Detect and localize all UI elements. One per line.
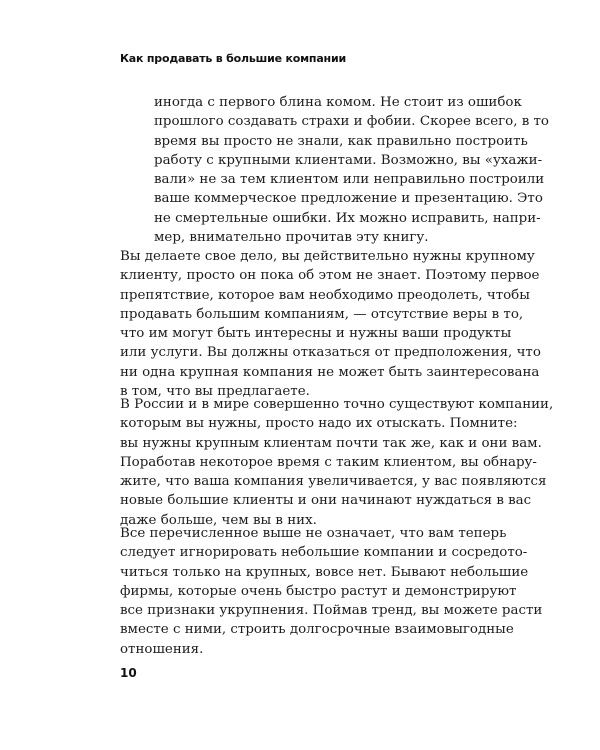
text-line: следует игнорировать небольшие компании и сосредото- <box>120 545 528 561</box>
text-line: время вы просто не знали, как правильно построить <box>154 133 528 149</box>
text-line: читься только на крупных, вовсе нет. Бывают небольшие <box>120 564 529 580</box>
text-line: Все перечисленное выше не означает, что вам теперь <box>120 526 507 541</box>
text-line: прошлого создавать страхи и фобии. Скорее всего, в то <box>154 114 549 130</box>
text-line: ни одна крупная компания не может быть заинтересована <box>120 364 540 380</box>
text-line: в том, что вы предлагаете. <box>120 384 310 400</box>
paragraph-2 <box>120 395 554 530</box>
text-line: или услуги. Вы должны отказаться от предположения, что <box>120 345 541 361</box>
text-line: вместе с ними, строить долгосрочные взаимовыгодные <box>120 622 514 638</box>
text-line: вали» не за тем клиентом или неправильно построили <box>154 172 545 188</box>
text-line: продавать большим компаниям, — отсутствие веры в то, <box>120 306 524 322</box>
text-line: все признаки укрупнения. Поймав тренд, вы можете расти <box>120 603 543 619</box>
text-line: ваше коммерческое предложение и презентацию. Это <box>154 191 543 207</box>
running-head: Как продавать в большие компании <box>120 52 346 65</box>
text-line: что им могут быть интересны и нужны ваши продукты <box>120 326 512 342</box>
text-line: даже больше, чем вы в них. <box>120 512 317 528</box>
paragraph-1 <box>120 247 541 401</box>
text-line: Поработав некоторое время с таким клиентом, вы обнару- <box>120 454 537 470</box>
page-number: 10 <box>120 666 137 680</box>
text-line: Вы делаете свое дело, вы действительно нужны крупному <box>120 249 535 264</box>
text-line: отношения. <box>120 641 204 657</box>
text-line: фирмы, которые очень быстро растут и демонстрируют <box>120 583 517 599</box>
text-line: не смертельные ошибки. Их можно исправить, напри- <box>154 210 541 226</box>
text-line: препятствие, которое вам необходимо преодолеть, чтобы <box>120 287 530 303</box>
text-line: В России и в мире совершенно точно существуют компании, <box>120 397 554 412</box>
paragraph-3 <box>120 524 543 659</box>
text-line: мер, внимательно прочитав эту книгу. <box>154 230 429 246</box>
text-line: новые большие клиенты и они начинают нуждаться в вас <box>120 493 532 509</box>
indented-passage <box>154 93 549 247</box>
text-line: иногда с первого блина комом. Не стоит из ошибок <box>154 95 522 110</box>
text-line: работу с крупными клиентами. Возможно, вы «ухажи- <box>154 152 543 168</box>
text-line: жите, что ваша компания увеличивается, у вас появляются <box>120 474 547 490</box>
text-line: которым вы нужны, просто надо их отыскать. Помните: <box>120 416 518 432</box>
text-line: клиенту, просто он пока об этом не знает. Поэтому первое <box>120 268 540 284</box>
text-line: вы нужны крупным клиентам почти так же, как и они вам. <box>120 435 542 451</box>
